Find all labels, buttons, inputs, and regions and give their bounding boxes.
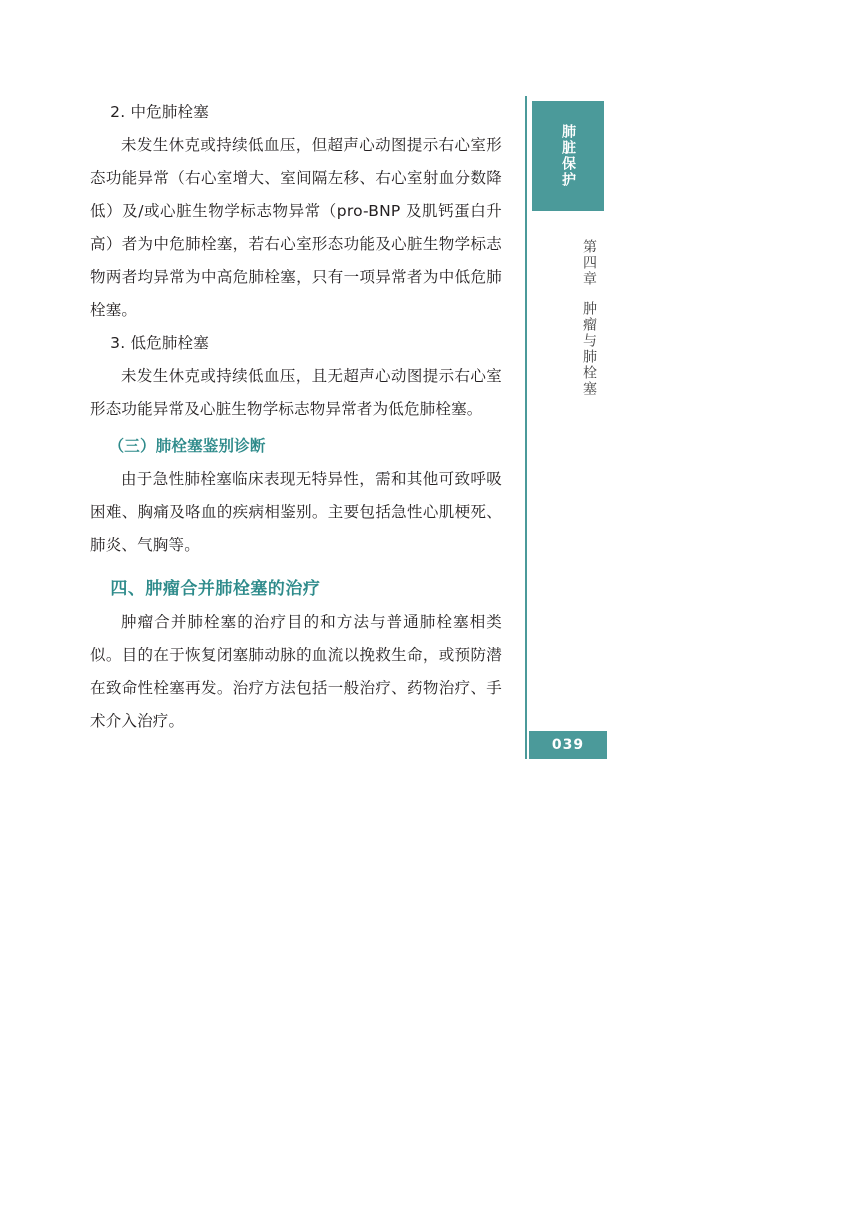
page-number-badge: 039 — [529, 731, 607, 759]
paragraph: 未发生休克或持续低血压，但超声心动图提示右心室形态功能异常（右心室增大、室间隔左移、右心室射血分数降低）及/或心脏生物学标志物异常（pro-BNP 及肌钙蛋白升高）者为中危肺栓塞，若右心室形态功能及心脏生物学标志物两者均异常为中高危肺栓塞，只有一项异常者为中低危肺栓塞。 — [90, 136, 502, 319]
section-subheading: （三）肺栓塞鉴别诊断 — [108, 437, 266, 455]
sidebar-chapter-marker — [532, 228, 604, 408]
list-item: 3. 低危肺栓塞 — [110, 334, 209, 352]
sidebar-chapter-number: 第四章 — [581, 239, 597, 287]
column-divider-rule — [525, 96, 527, 759]
paragraph: 由于急性肺栓塞临床表现无特异性，需和其他可致呼吸困难、胸痛及咯血的疾病相鉴别。主要包括急性心肌梗死、肺炎、气胸等。 — [90, 470, 502, 554]
section-heading: 四、肿瘤合并肺栓塞的治疗 — [110, 579, 321, 599]
sidebar-chapter-title: 肿瘤与肺栓塞 — [581, 301, 597, 397]
paragraph: 肿瘤合并肺栓塞的治疗目的和方法与普通肺栓塞相类似。目的在于恢复闭塞肺动脉的血流以挽救生命，或预防潜在致命性栓塞再发。治疗方法包括一般治疗、药物治疗、手术介入治疗。 — [90, 613, 502, 730]
main-text-column — [90, 96, 502, 738]
sidebar-book-title-tab: 肺脏保护 — [532, 101, 604, 211]
paragraph: 未发生休克或持续低血压，且无超声心动图提示右心室形态功能异常及心脏生物学标志物异常者为低危肺栓塞。 — [90, 367, 502, 418]
list-item: 2. 中危肺栓塞 — [110, 103, 209, 121]
